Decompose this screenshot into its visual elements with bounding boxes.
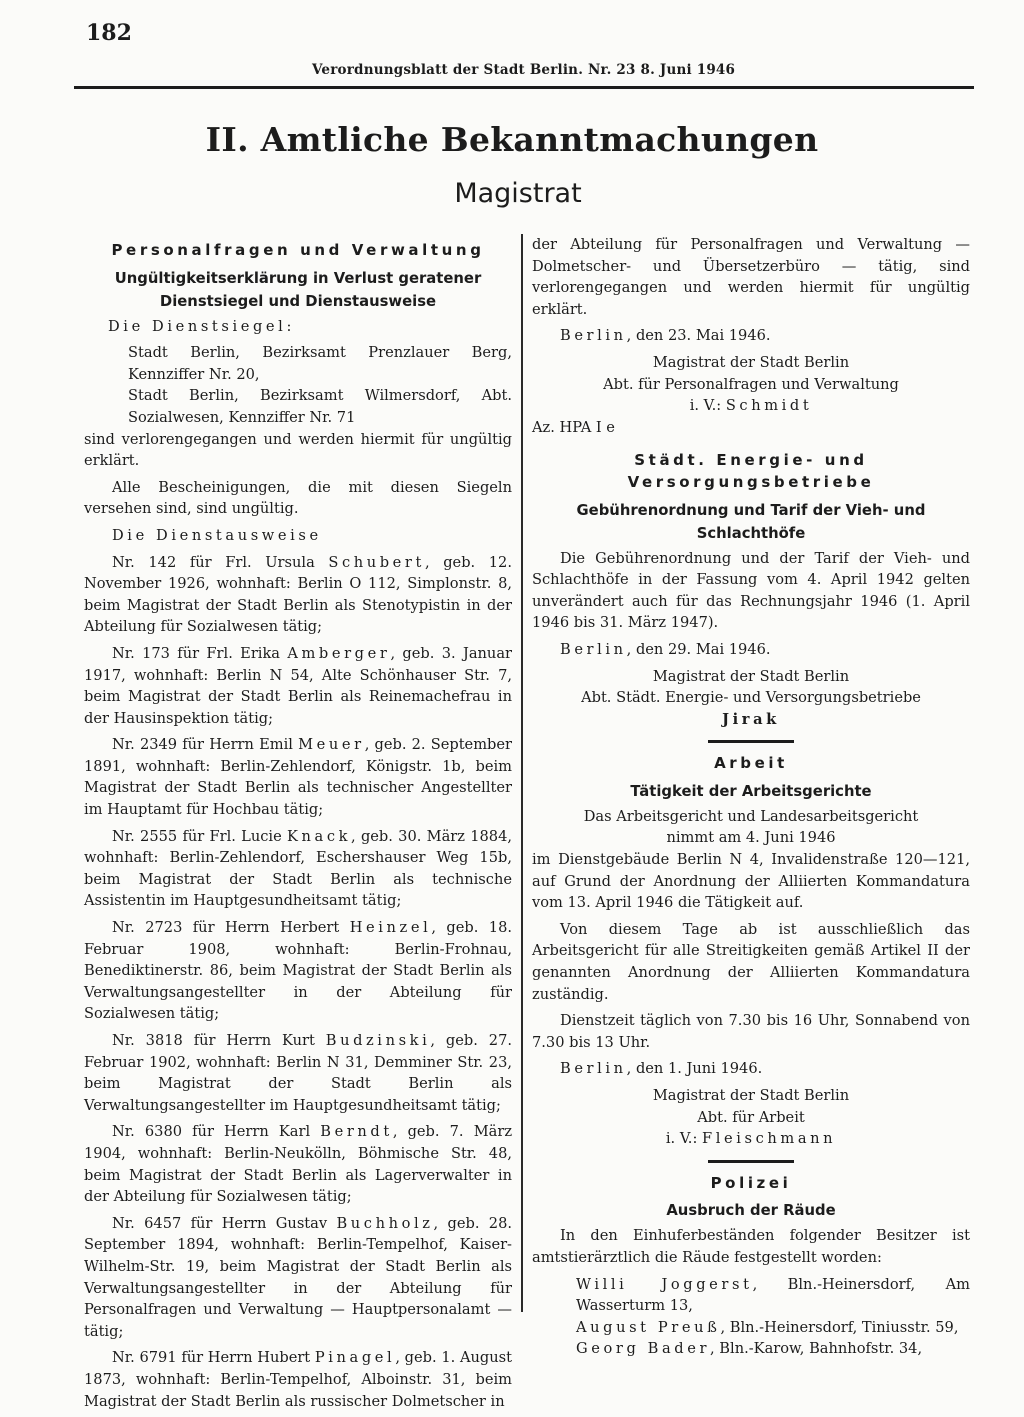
list-item: Nr. 3818 für Herrn Kurt Budzinski, geb. 27. Februar 1902, wohnhaft: Berlin N 31, Demminer Str. 23, beim Magistrat der Stadt Berlin als Verwaltungsangestellter im Hauptgesundheitsamt tätig; <box>84 1032 512 1114</box>
reference-number: Az. HPA I e <box>532 418 615 436</box>
signature-dept: Abt. für Arbeit <box>697 1108 805 1126</box>
page-number: 182 <box>86 20 132 46</box>
paragraph: Von diesem Tage ab ist ausschließlich das Arbeitsgericht für alle Streitigkeiten gemäß Artikel II der genannten Anordnung der Alliierten Kommandatura zuständig. <box>532 920 970 1003</box>
page-subtitle: Magistrat <box>454 178 582 209</box>
signature-name: i. V.: Schmidt <box>689 397 813 415</box>
date-line: Berlin, den 29. Mai 1946. <box>560 640 771 658</box>
siegel-list <box>84 342 512 428</box>
notice-heading: Ausbruch der Räude <box>666 1202 836 1220</box>
list-item: Nr. 6380 für Herrn Karl Berndt, geb. 7. März 1904, wohnhaft: Berlin-Neukölln, Böhmische Str. 48, beim Magistrat der Stadt Berlin als Lagerverwalter in der Abteilung für Sozialwesen tätig; <box>84 1123 513 1206</box>
paragraph: im Dienstgebäude Berlin N 4, Invalidenstraße 120—121, auf Grund der Anordnung der Alliierten Kommandatura vom 13. April 1946 die Tätigkeit auf. <box>532 851 970 912</box>
signature-dept: Abt. Städt. Energie- und Versorgungsbetriebe <box>581 689 921 707</box>
header-rule <box>74 86 974 89</box>
list-item: Nr. 142 für Frl. Ursula Schubert, geb. 12. November 1926, wohnhaft: Berlin O 112, Simplonstr. 8, beim Magistrat der Stadt Berlin als Stenotypistin in der Abteilung für Sozialwesen tätig; <box>84 553 512 636</box>
list-item: Nr. 6791 für Herrn Hubert Pinagel, geb. 1. August 1873, wohnhaft: Berlin-Tempelhof, Alboinstr. 31, beim Magistrat der Stadt Berlin als russischer Dolmetscher in <box>84 1349 512 1410</box>
notice-heading: Gebührenordnung und Tarif der Vieh- und Schlachthöfe <box>576 501 926 542</box>
list-item: Nr. 2555 für Frl. Lucie Knack, geb. 30. März 1884, wohnhaft: Berlin-Zehlendorf, Eschershauser Weg 15b, beim Magistrat der Stadt Berlin als technische Assistentin im Hauptgesundheitsamt tätig; <box>84 827 513 910</box>
list-item: Stadt Berlin, Bezirksamt Prenzlauer Berg, Kennziffer Nr. 20, <box>128 344 512 383</box>
signature-org: Magistrat der Stadt Berlin <box>652 1087 850 1104</box>
notice-heading: Ungültigkeitserklärung in Verlust geratener Dienstsiegel und Dienstausweise <box>114 269 482 310</box>
owner-list <box>532 1274 970 1360</box>
ausweise-label: Die Dienstausweise <box>112 526 322 544</box>
notice-heading: Tätigkeit der Arbeitsgerichte <box>630 782 872 800</box>
date-line: Berlin, den 23. Mai 1946. <box>560 327 771 345</box>
paragraph: Dienstzeit täglich von 7.30 bis 16 Uhr, Sonnabend von 7.30 bis 13 Uhr. <box>532 1012 970 1051</box>
signature-name: Jirak <box>722 710 780 728</box>
signature-org: Magistrat der Stadt Berlin <box>652 667 850 685</box>
section-heading: Arbeit <box>714 754 788 773</box>
section-rule <box>708 1160 794 1163</box>
paragraph: Das Arbeitsgericht und Landesarbeitsgericht nimmt am 4. Juni 1946 <box>583 807 919 847</box>
section-heading: Polizei <box>710 1173 792 1192</box>
page-title: II. Amtliche Bekanntmachungen <box>205 120 819 159</box>
list-item: Nr. 173 für Frl. Erika Amberger, geb. 3. Januar 1917, wohnhaft: Berlin N 54, Alte Schönhauser Str. 7, beim Magistrat der Stadt Berlin als Reinemachefrau in der Hausinspektion tätig; <box>84 644 512 727</box>
list-item: Nr. 6457 für Herrn Gustav Buchholz, geb. 28. September 1894, wohnhaft: Berlin-Tempelhof, Kaiser-Wilhelm-Str. 19, beim Magistrat der Stadt Berlin als Verwaltungsangestellter in der Abteilung für Personalfragen und Verwaltung — Hauptpersonalamt — tätig; <box>84 1214 512 1340</box>
siegel-label: Die Dienstsiegel: <box>108 317 295 335</box>
right-column <box>532 234 970 1360</box>
running-head: Verordnungsblatt der Stadt Berlin. Nr. 23 8. Juni 1946 <box>312 62 736 78</box>
paragraph: Die Gebührenordnung und der Tarif der Vieh- und Schlachthöfe in der Fassung vom 4. April 1942 gelten unverändert auch für das Rechnungsjahr 1946 (1. April 1946 bis 31. März 1947). <box>532 549 970 632</box>
paragraph: In den Einhuferbeständen folgender Besitzer ist amtstierärztlich die Räude festgestellt worden: <box>532 1227 970 1266</box>
signature-org: Magistrat der Stadt Berlin <box>652 353 850 371</box>
list-item: Nr. 2349 für Herrn Emil Meuer, geb. 2. September 1891, wohnhaft: Berlin-Zehlendorf, Königstr. 1b, beim Magistrat der Stadt Berlin als technischer Angestellter im Hauptamt für Hochbau tätig; <box>84 736 512 819</box>
list-item: Willi Joggerst, Bln.-Heinersdorf, Am Wasserturm 13, <box>576 1275 970 1315</box>
column-divider <box>521 234 523 1312</box>
signature-dept: Abt. für Personalfragen und Verwaltung <box>603 375 899 393</box>
section-heading: Personalfragen und Verwaltung <box>111 241 485 259</box>
paragraph: Alle Bescheinigungen, die mit diesen Siegeln versehen sind, sind ungültig. <box>84 478 512 518</box>
section-rule <box>708 740 794 743</box>
list-item: Stadt Berlin, Bezirksamt Wilmersdorf, Abt. Sozialwesen, Kennziffer Nr. 71 <box>128 387 512 426</box>
date-line: Berlin, den 1. Juni 1946. <box>560 1060 763 1078</box>
signature-name: i. V.: Fleischmann <box>665 1130 837 1148</box>
list-item: Nr. 2723 für Herrn Herbert Heinzel, geb. 18. Februar 1908, wohnhaft: Berlin-Frohnau, Benediktinerstr. 86, beim Magistrat der Stadt Berlin als Verwaltungsangestellter in der Abteilung für Sozialwesen tätig; <box>84 919 513 1023</box>
paragraph: der Abteilung für Personalfragen und Verwaltung — Dolmetscher- und Übersetzerbüro — tätig, sind verlorengegangen und werden hiermit für ungültig erklärt. <box>532 236 970 318</box>
list-item: August Preuß, Bln.-Heinersdorf, Tiniusstr. 59, <box>576 1318 959 1336</box>
list-item: Georg Bader, Bln.-Karow, Bahnhofstr. 34, <box>576 1340 923 1358</box>
paragraph: sind verlorengegangen und werden hiermit für ungültig erklärt. <box>84 430 512 470</box>
section-heading: Städt. Energie- und Versorgungsbetriebe <box>627 451 875 491</box>
left-column <box>84 236 512 1417</box>
